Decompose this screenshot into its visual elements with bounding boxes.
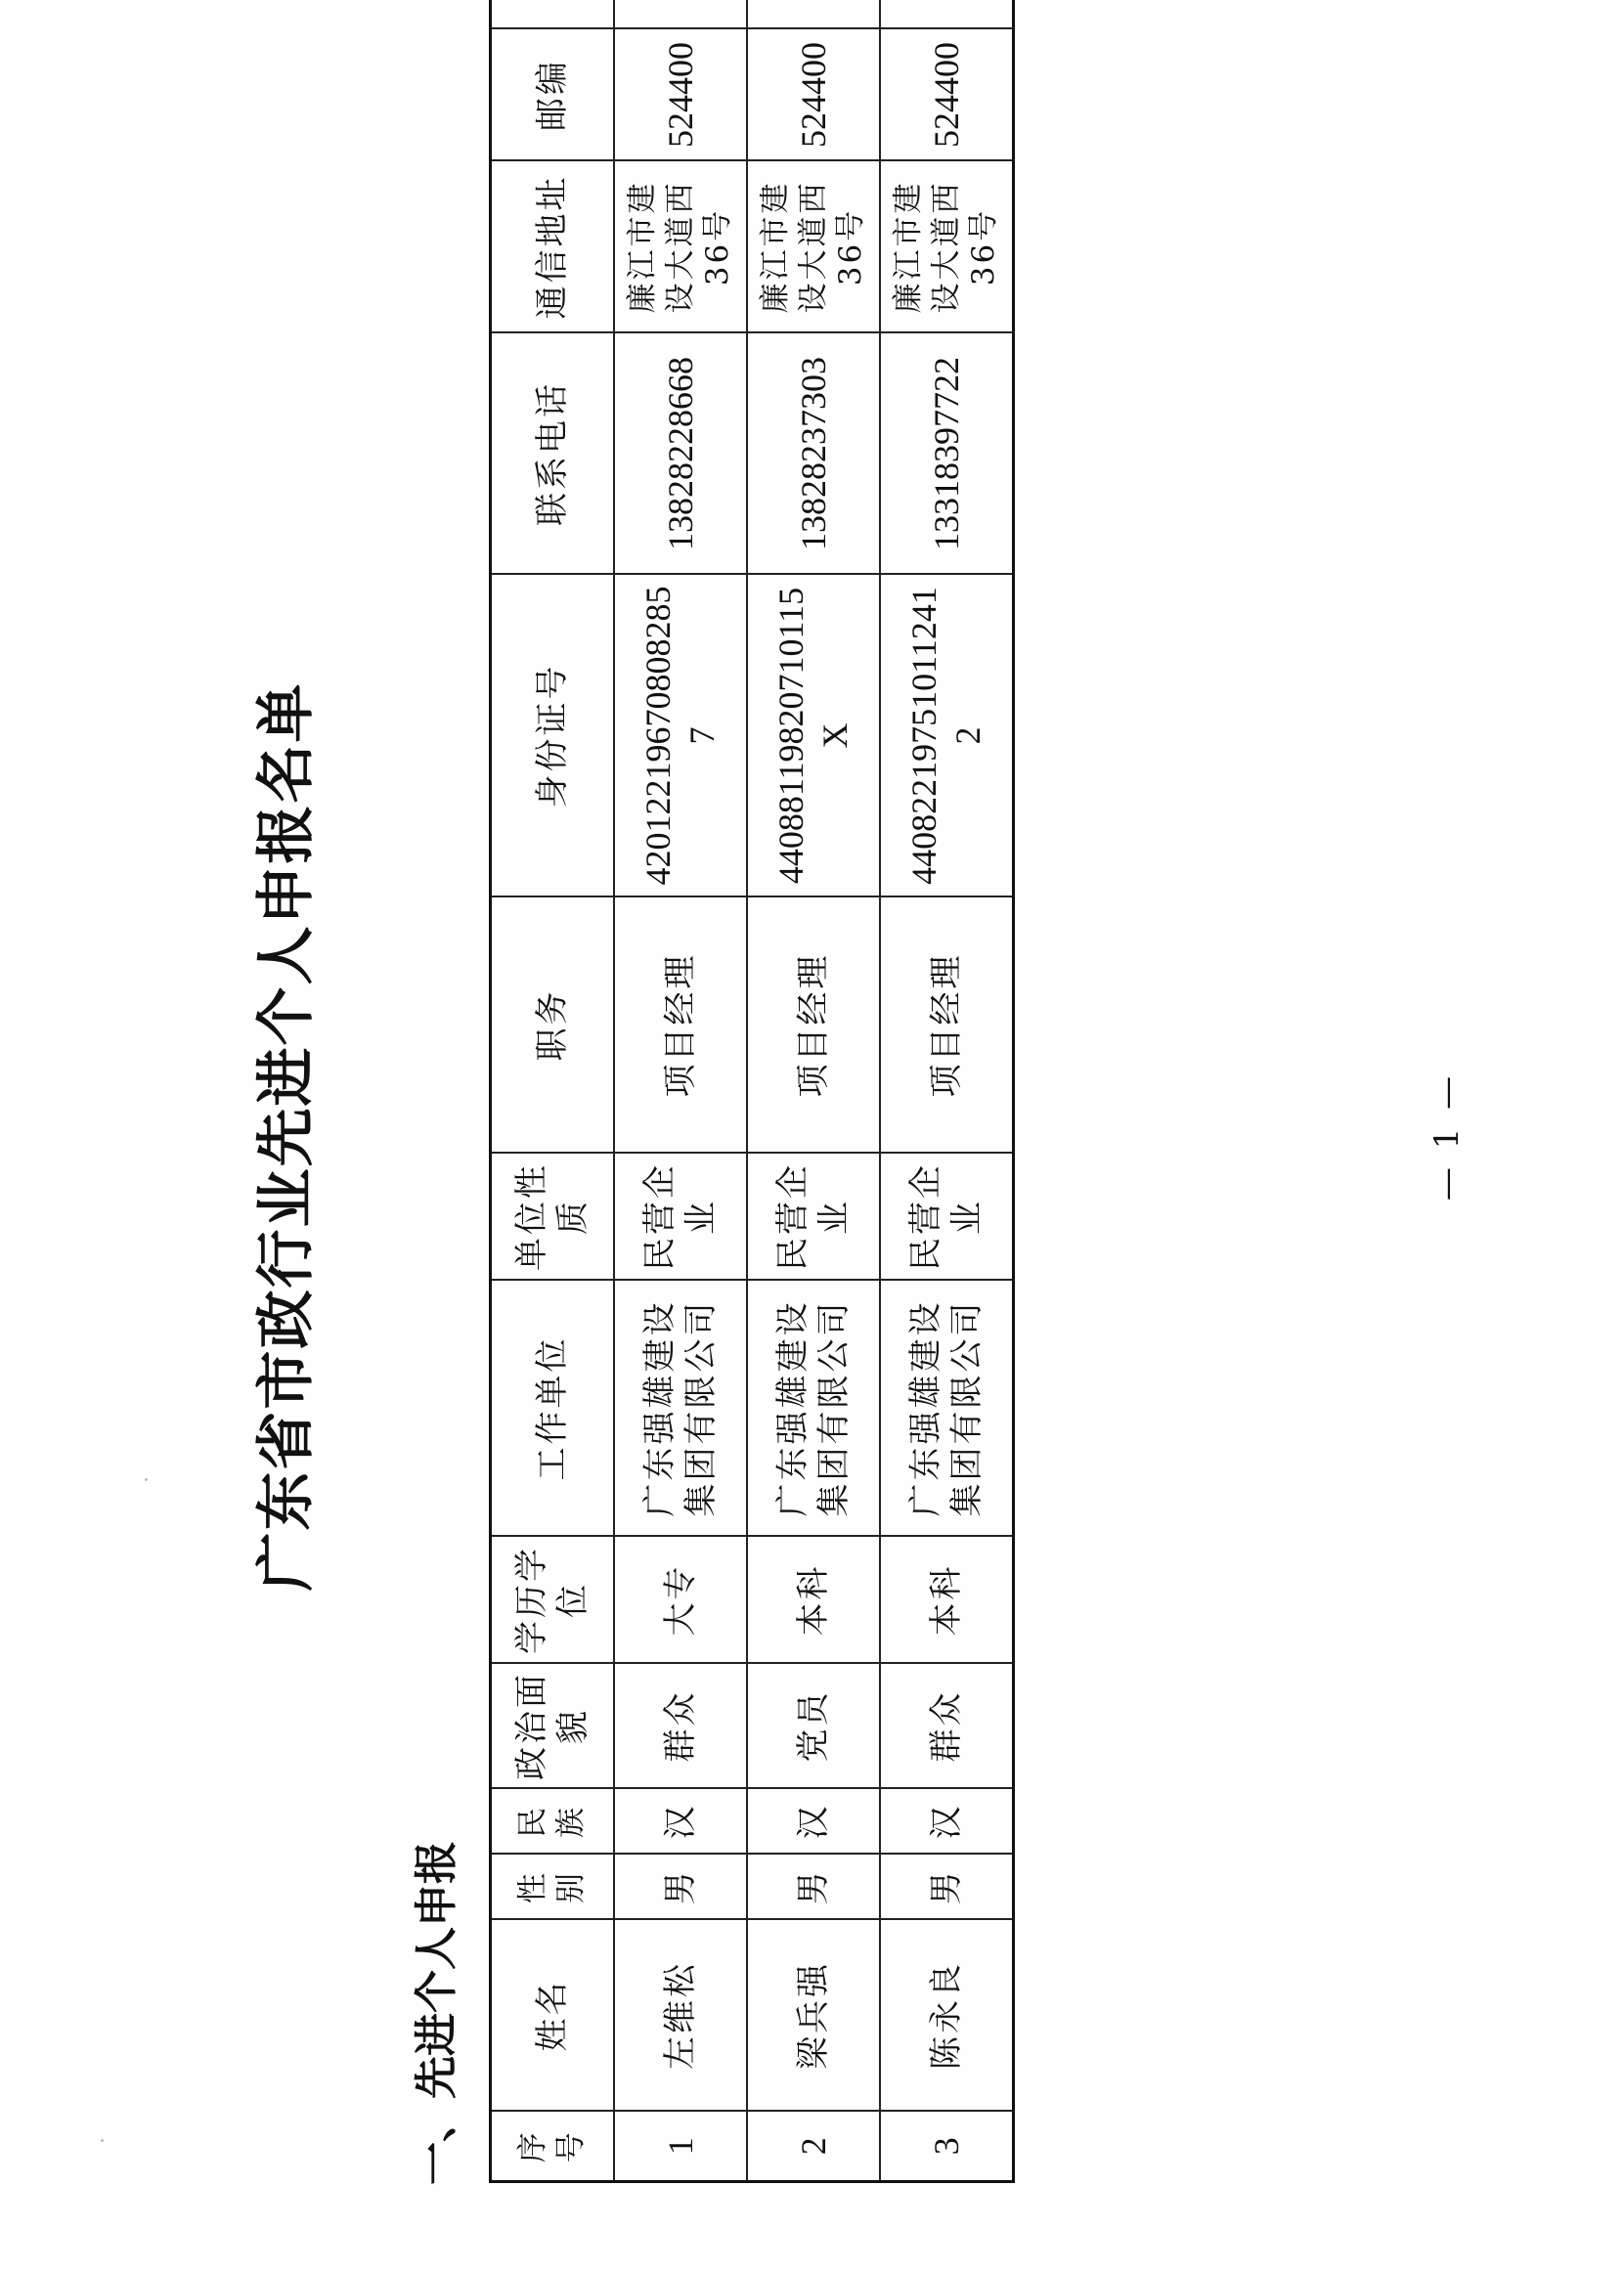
cell-employer: 广东强雄建设集团有限公司 bbox=[880, 1281, 1014, 1537]
cell-remarks bbox=[747, 0, 880, 29]
scan-speck bbox=[101, 2139, 104, 2142]
header-name: 姓名 bbox=[491, 1920, 615, 2112]
cell-address: 廉江市建设大道西36号 bbox=[614, 161, 747, 333]
header-remarks bbox=[491, 0, 615, 29]
header-id-number: 身份证号 bbox=[491, 575, 615, 897]
cell-political-status: 党员 bbox=[747, 1664, 880, 1789]
cell-phone: 13318397722 bbox=[880, 333, 1014, 575]
cell-address: 廉江市建设大道西36号 bbox=[880, 161, 1014, 333]
cell-postcode: 524400 bbox=[880, 29, 1014, 161]
page-number: — 1 — bbox=[1427, 1071, 1467, 1202]
cell-political-status: 群众 bbox=[880, 1664, 1014, 1789]
cell-index: 3 bbox=[880, 2112, 1014, 2182]
cell-employer: 广东强雄建设集团有限公司 bbox=[614, 1281, 747, 1537]
cell-gender: 男 bbox=[880, 1855, 1014, 1920]
table-row bbox=[747, 0, 880, 2182]
cell-id-number: 420122196708082857 bbox=[614, 575, 747, 897]
cell-ethnicity: 汉 bbox=[614, 1789, 747, 1855]
table-header-row bbox=[491, 0, 615, 2182]
document-title: 广东省市政行业先进个人申报名单 bbox=[252, 681, 321, 1592]
cell-postcode: 524400 bbox=[747, 29, 880, 161]
cell-index: 1 bbox=[614, 2112, 747, 2182]
cell-remarks bbox=[614, 0, 747, 29]
header-political-status: 政治面貌 bbox=[491, 1664, 615, 1789]
cell-phone: 13828228668 bbox=[614, 333, 747, 575]
cell-employer-type: 民营企业 bbox=[880, 1154, 1014, 1281]
cell-name: 陈永良 bbox=[880, 1920, 1014, 2112]
header-address: 通信地址 bbox=[491, 161, 615, 333]
header-position: 职务 bbox=[491, 897, 615, 1154]
cell-name: 梁兵强 bbox=[747, 1920, 880, 2112]
table-row bbox=[880, 0, 1014, 2182]
header-phone: 联系电话 bbox=[491, 333, 615, 575]
header-index: 序号 bbox=[491, 2112, 615, 2182]
cell-address: 廉江市建设大道西36号 bbox=[747, 161, 880, 333]
header-postcode: 邮编 bbox=[491, 29, 615, 161]
header-employer-type: 单位性质 bbox=[491, 1154, 615, 1281]
cell-gender: 男 bbox=[614, 1855, 747, 1920]
header-ethnicity: 民族 bbox=[491, 1789, 615, 1855]
header-education: 学历学位 bbox=[491, 1537, 615, 1664]
cell-education: 本科 bbox=[747, 1537, 880, 1664]
table-row bbox=[614, 0, 747, 2182]
header-employer: 工作单位 bbox=[491, 1281, 615, 1537]
header-gender: 性别 bbox=[491, 1855, 615, 1920]
cell-phone: 13828237303 bbox=[747, 333, 880, 575]
cell-ethnicity: 汉 bbox=[747, 1789, 880, 1855]
cell-gender: 男 bbox=[747, 1855, 880, 1920]
cell-index: 2 bbox=[747, 2112, 880, 2182]
cell-employer: 广东强雄建设集团有限公司 bbox=[747, 1281, 880, 1537]
cell-id-number: 44088119820710115X bbox=[747, 575, 880, 897]
cell-name: 左维松 bbox=[614, 1920, 747, 2112]
cell-id-number: 440822197510112412 bbox=[880, 575, 1014, 897]
cell-ethnicity: 汉 bbox=[880, 1789, 1014, 1855]
cell-employer-type: 民营企业 bbox=[747, 1154, 880, 1281]
cell-education: 大专 bbox=[614, 1537, 747, 1664]
cell-employer-type: 民营企业 bbox=[614, 1154, 747, 1281]
nominee-table bbox=[489, 0, 1015, 2183]
cell-education: 本科 bbox=[880, 1537, 1014, 1664]
cell-position: 项目经理 bbox=[880, 897, 1014, 1154]
cell-position: 项目经理 bbox=[614, 897, 747, 1154]
cell-political-status: 群众 bbox=[614, 1664, 747, 1789]
cell-remarks bbox=[880, 0, 1014, 29]
cell-postcode: 524400 bbox=[614, 29, 747, 161]
section-heading: 一、先进个人申报 bbox=[412, 1841, 461, 2185]
cell-position: 项目经理 bbox=[747, 897, 880, 1154]
scan-speck bbox=[145, 1478, 148, 1481]
